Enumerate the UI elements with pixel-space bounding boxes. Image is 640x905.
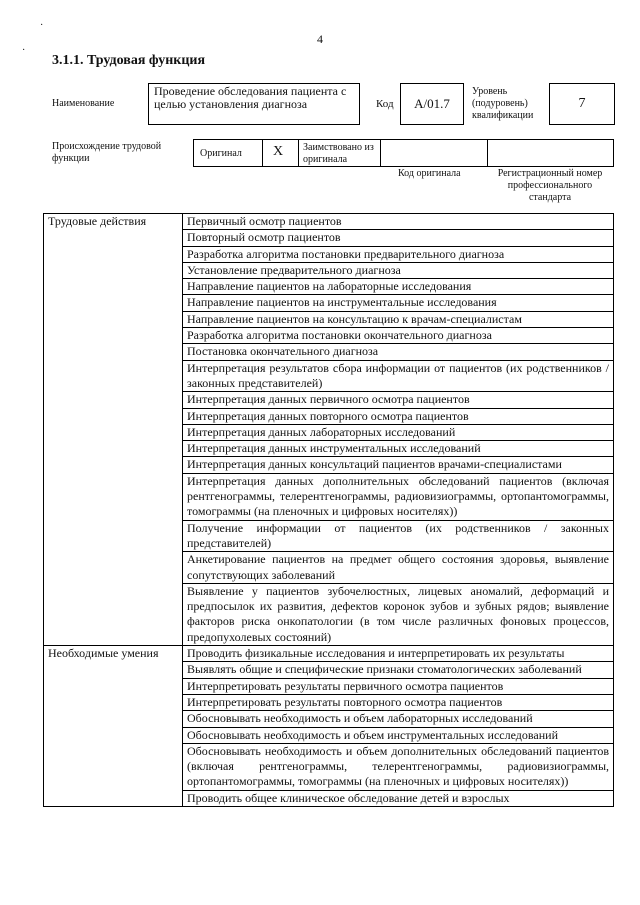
level-label: Уровень (подуровень) квалификации: [472, 86, 534, 121]
borrowed-label: Заимствовано из оригинала: [303, 142, 374, 165]
table-cell: Повторный осмотр пациентов: [183, 230, 614, 246]
code-original-label: Код оригинала: [398, 168, 461, 179]
reg-number-cell: [487, 139, 614, 167]
table-row: [44, 214, 614, 230]
table-cell: Получение информации от пациентов (их родственников / законных представителей): [183, 520, 614, 552]
table-cell: Обосновывать необходимость и объем лабораторных исследований: [183, 711, 614, 727]
table-cell: Выявлять общие и специфические признаки стоматологических заболеваний: [183, 662, 614, 678]
function-name-box: Проведение обследования пациента с целью установления диагноза: [148, 83, 360, 125]
origin-row: [193, 139, 615, 167]
table-cell: Интерпретация данных консультаций пациентов врачами-специалистами: [183, 457, 614, 473]
origin-label: Происхождение трудовой функции: [52, 141, 162, 164]
table-cell: Первичный осмотр пациентов: [183, 214, 614, 230]
table-cell: Проводить общее клиническое обследование детей и взрослых: [183, 790, 614, 806]
code-value-box: A/01.7: [400, 83, 464, 125]
borrowed-cell: [298, 139, 381, 167]
section-heading: Необходимые умения: [44, 646, 183, 807]
section-title: 3.1.1. Трудовая функция: [52, 53, 206, 68]
table-cell: Проводить физикальные исследования и интерпретировать их результаты: [183, 646, 614, 662]
table-cell: Выявление у пациентов зубочелюстных, лицевых аномалий, деформаций и предпосылок их развития, дефектов коронок зубов и зубных рядов; выявление факторов риска онкопатологии (в том числе различных фоновых процессов, предопухолевых состояний): [183, 583, 614, 645]
code-label: Код: [376, 98, 394, 110]
original-mark: X: [273, 144, 284, 159]
level-value-box: 7: [549, 83, 615, 125]
table-cell: Направление пациентов на консультацию к врачам-специалистам: [183, 311, 614, 327]
margin-mark: ·: [40, 20, 44, 31]
page-number: 4: [317, 32, 323, 46]
table-cell: Интерпретация результатов сбора информации от пациентов (их родственников / законных представителей): [183, 360, 614, 392]
margin-mark: ·: [22, 45, 26, 56]
reg-number-label: Регистрационный номер профессионального стандарта: [497, 168, 603, 203]
table-cell: Интерпретация данных лабораторных исследований: [183, 424, 614, 440]
original-label: Оригинал: [200, 148, 242, 159]
section-heading: Трудовые действия: [44, 214, 183, 646]
table-cell: Установление предварительного диагноза: [183, 262, 614, 278]
table-cell: Обосновывать необходимость и объем дополнительных обследований пациентов (включая рентгенограммы, телерентгенограммы, радиовизиограммы, ортопантомограммы, томограммы (на пленочных и цифровых носителях)): [183, 743, 614, 790]
table-cell: Интерпретировать результаты повторного осмотра пациентов: [183, 694, 614, 710]
table-cell: Разработка алгоритма постановки окончательного диагноза: [183, 328, 614, 344]
table-cell: Разработка алгоритма постановки предварительного диагноза: [183, 246, 614, 262]
table-cell: Интерпретация данных первичного осмотра пациентов: [183, 392, 614, 408]
table-cell: Интерпретация данных повторного осмотра пациентов: [183, 408, 614, 424]
table-cell: Обосновывать необходимость и объем инструментальных исследований: [183, 727, 614, 743]
table-cell: Направление пациентов на инструментальные исследования: [183, 295, 614, 311]
table-cell: Анкетирование пациентов на предмет общего состояния здоровья, выявление сопутствующих заболеваний: [183, 552, 614, 584]
labor-actions-table: [43, 213, 614, 807]
table-cell: Постановка окончательного диагноза: [183, 344, 614, 360]
table-cell: Направление пациентов на лабораторные исследования: [183, 279, 614, 295]
table-cell: Интерпретация данных инструментальных исследований: [183, 441, 614, 457]
original-cell: [193, 139, 263, 167]
name-label: Наименование: [52, 98, 115, 109]
original-mark-cell: [262, 139, 299, 167]
table-cell: Интерпретировать результаты первичного осмотра пациентов: [183, 678, 614, 694]
table-cell: Интерпретация данных дополнительных обследований пациентов (включая рентгенограммы, телерентгенограммы, радиовизиограммы, ортопантомограммы, томограммы (на пленочных и цифровых носителях)): [183, 473, 614, 520]
table-row: [44, 646, 614, 662]
code-original-cell: [380, 139, 488, 167]
